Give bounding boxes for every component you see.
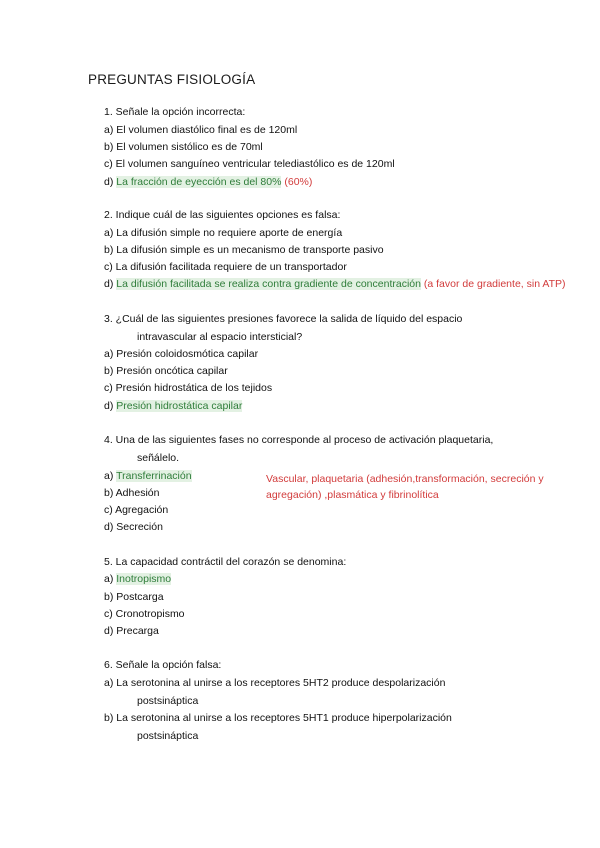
q4-option-d: d) Secreción (104, 521, 163, 533)
q3-option-d (104, 398, 242, 416)
side-note-coagulation-phases: Vascular, plaquetaria (adhesión,transformación, secreción y agregación) ,plasmática y fibrinolítica (266, 473, 544, 501)
q2-option-c: c) La difusión facilitada requiere de un transportador (104, 261, 347, 273)
q5-option-d: d) Precarga (104, 625, 159, 637)
q4-option-c: c) Agregación (104, 504, 169, 516)
q2-option-a: a) La difusión simple no requiere aporte de energía (104, 227, 343, 239)
question-2-stem (104, 207, 340, 225)
q3-option-a: a) Presión coloidosmótica capilar (104, 348, 259, 360)
correct-answer-highlight: Presión hidrostática capilar (116, 400, 243, 412)
option-continuation: postsináptica (137, 694, 199, 707)
question-5-stem (104, 554, 346, 572)
q1-option-b: b) El volumen sistólico es de 70ml (104, 141, 263, 153)
question-stem-text (104, 432, 493, 467)
stem-line-1: 4. Una de las siguientes fases no corresponde al proceso de activación plaquetaria, (104, 434, 494, 446)
option-prefix: d) (104, 400, 117, 412)
q3-option-b: b) Presión oncótica capilar (104, 365, 228, 377)
q1-option-a: a) El volumen diastólico final es de 120ml (104, 124, 298, 136)
stem-line-2: intravascular al espacio intersticial? (137, 330, 303, 343)
q3-option-c: c) Presión hidrostática de los tejidos (104, 382, 273, 394)
page-title: PREGUNTAS FISIOLOGÍA (88, 72, 256, 87)
q2-option-d (104, 276, 566, 294)
q6-option-b (104, 710, 452, 745)
option-text: a) La serotonina al unirse a los receptores 5HT2 produce despolarización (104, 677, 446, 689)
option-prefix: d) (104, 278, 117, 290)
question-stem-text (104, 311, 462, 346)
correct-answer-highlight: La difusión facilitada se realiza contra gradiente de concentración (116, 278, 421, 290)
option-prefix: d) (104, 176, 117, 188)
stem-line-1: 3. ¿Cuál de las siguientes presiones favorece la salida de líquido del espacio (104, 313, 463, 325)
q4-option-b: b) Adhesión (104, 487, 160, 499)
stem-line-2: señálelo. (137, 451, 180, 464)
q1-option-d (104, 174, 312, 192)
q4-option-a (104, 468, 192, 486)
option-prefix: a) (104, 573, 117, 585)
option-text: b) La serotonina al unirse a los receptores 5HT1 produce hiperpolarización (104, 712, 452, 724)
correct-answer-highlight: Inotropismo (116, 573, 172, 585)
q2-option-b: b) La difusión simple es un mecanismo de transporte pasivo (104, 244, 384, 256)
question-4-stem (104, 432, 493, 467)
q1-option-c: c) El volumen sanguíneo ventricular telediastólico es de 120ml (104, 158, 395, 170)
q5-option-a (104, 571, 171, 589)
q6-option-a (104, 675, 445, 710)
q5-option-b: b) Postcarga (104, 591, 164, 603)
answer-note: (60%) (281, 176, 313, 188)
answer-note: (a favor de gradiente, sin ATP) (420, 278, 566, 290)
correct-answer-highlight: Transferrinación (116, 470, 192, 482)
option-continuation: postsináptica (137, 729, 199, 742)
question-stem-text: 5. La capacidad contráctil del corazón se denomina: (104, 556, 347, 568)
question-6-stem (104, 657, 221, 675)
question-stem-text: 6. Señale la opción falsa: (104, 659, 222, 671)
option-prefix: a) (104, 470, 117, 482)
question-3-stem (104, 311, 462, 346)
correct-answer-highlight: La fracción de eyección es del 80% (116, 176, 282, 188)
question-stem-text: 2. Indique cuál de las siguientes opciones es falsa: (104, 209, 341, 221)
question-stem-text: 1. Señale la opción incorrecta: (104, 106, 246, 118)
question-1-stem (104, 104, 245, 122)
q5-option-c: c) Cronotropismo (104, 608, 185, 620)
